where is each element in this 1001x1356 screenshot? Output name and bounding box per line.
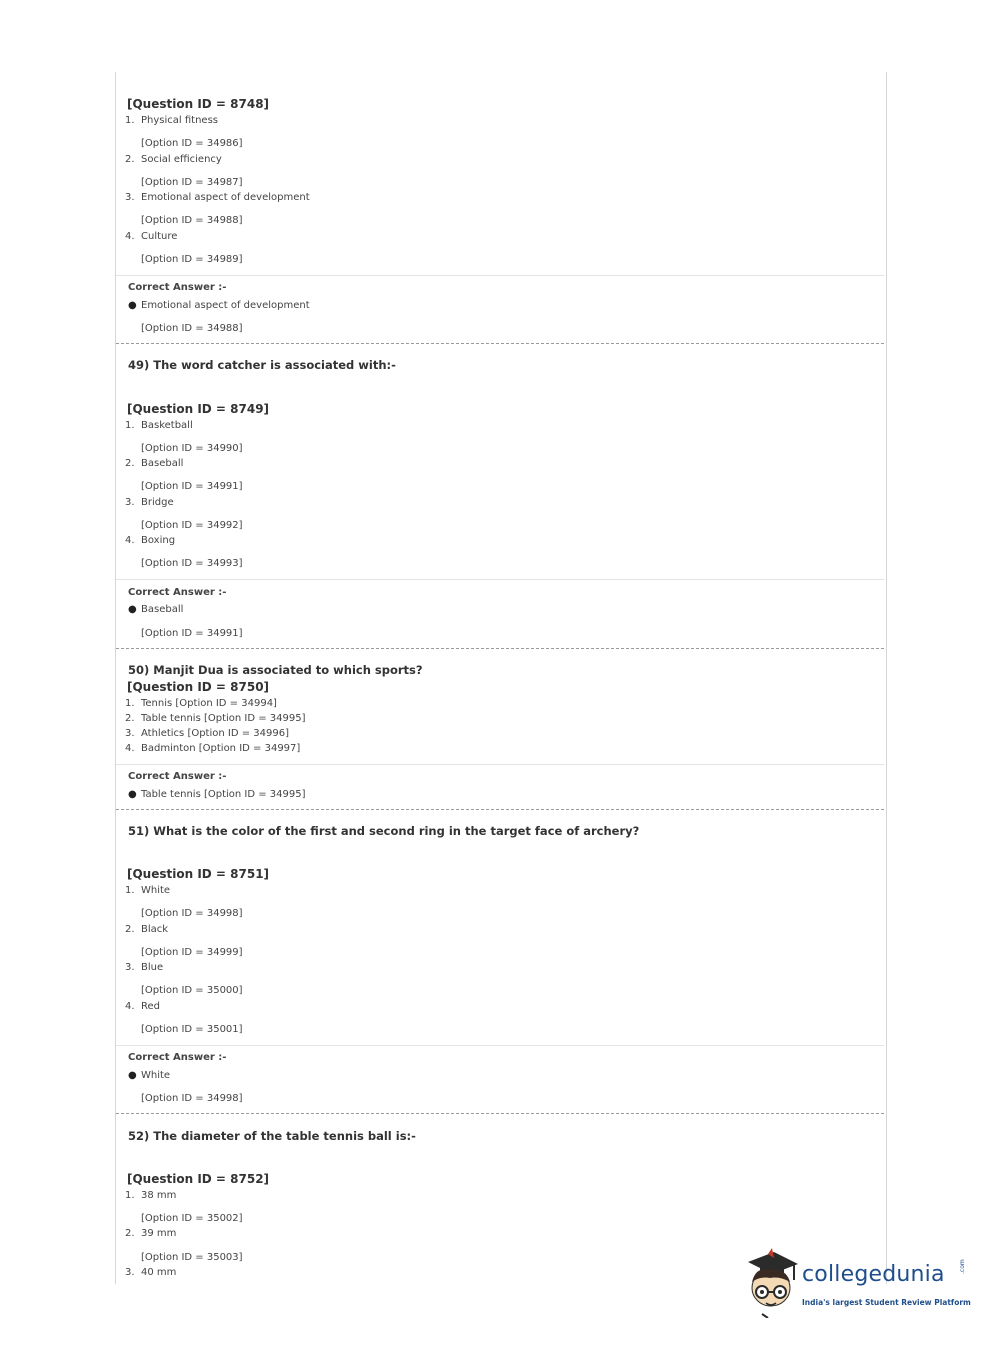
option-text: Baseball: [141, 458, 184, 469]
question-id: [Question ID = 8751]: [127, 867, 270, 881]
question-text: 50) Manjit Dua is associated to which sports?: [128, 663, 423, 677]
correct-answer-label: Correct Answer :-: [128, 771, 227, 782]
correct-option-id: [Option ID = 34988]: [141, 323, 243, 334]
option-number: 3.: [125, 497, 135, 508]
option-text: Social efficiency: [141, 154, 222, 165]
option-text: Black: [141, 924, 169, 935]
option-number: 1.: [125, 885, 135, 896]
bullet-icon: ●: [128, 789, 137, 800]
question-separator: [116, 809, 884, 810]
correct-answer-text: Baseball: [141, 604, 184, 615]
question-id: [Question ID = 8748]: [127, 97, 270, 111]
correct-answer-text: Emotional aspect of development: [141, 300, 310, 311]
option-id: [Option ID = 34986]: [141, 138, 243, 149]
option-number: 1.: [125, 420, 135, 431]
option-id: [Option ID = 34992]: [141, 520, 243, 531]
correct-answer-text: Table tennis [Option ID = 34995]: [141, 789, 306, 800]
option-id: [Option ID = 35003]: [141, 1252, 243, 1263]
question-separator: [116, 648, 884, 649]
option-number: 3.: [125, 728, 135, 739]
option-number: 2.: [125, 458, 135, 469]
option-id: [Option ID = 34993]: [141, 558, 243, 569]
option-number: 4.: [125, 231, 135, 242]
option-text: Basketball: [141, 420, 193, 431]
option-text: Tennis [Option ID = 34994]: [141, 698, 277, 709]
option-text: Bridge: [141, 497, 174, 508]
question-id: [Question ID = 8749]: [127, 402, 270, 416]
option-number: 4.: [125, 535, 135, 546]
option-number: 2.: [125, 1228, 135, 1239]
correct-answer-label: Correct Answer :-: [128, 1052, 227, 1063]
correct-option-id: [Option ID = 34991]: [141, 628, 243, 639]
option-number: 4.: [125, 743, 135, 754]
option-text: Badminton [Option ID = 34997]: [141, 743, 301, 754]
correct-answer-text: White: [141, 1070, 171, 1081]
section-divider: [116, 275, 884, 276]
question-separator: [116, 1113, 884, 1114]
option-number: 3.: [125, 1267, 135, 1278]
option-text: Athletics [Option ID = 34996]: [141, 728, 289, 739]
option-number: 4.: [125, 1001, 135, 1012]
question-id: [Question ID = 8752]: [127, 1172, 270, 1186]
question-id: [Question ID = 8750]: [127, 680, 270, 694]
question-separator: [116, 343, 884, 344]
mascot-logo-icon: [740, 1248, 802, 1318]
option-text: White: [141, 885, 171, 896]
correct-answer-label: Correct Answer :-: [128, 282, 227, 293]
option-text: Emotional aspect of development: [141, 192, 310, 203]
bullet-icon: ●: [128, 300, 137, 311]
correct-option-id: [Option ID = 34998]: [141, 1093, 243, 1104]
option-number: 3.: [125, 962, 135, 973]
option-id: [Option ID = 34989]: [141, 254, 243, 265]
question-text: 49) The word catcher is associated with:-: [128, 358, 396, 372]
question-text: 51) What is the color of the first and second ring in the target face of archery?: [128, 824, 640, 838]
option-number: 1.: [125, 115, 135, 126]
option-id: [Option ID = 34988]: [141, 215, 243, 226]
brand-name: collegedunia: [802, 1262, 945, 1287]
section-divider: [116, 1045, 884, 1046]
option-id: [Option ID = 34998]: [141, 908, 243, 919]
option-id: [Option ID = 35002]: [141, 1213, 243, 1224]
bullet-icon: ●: [128, 1070, 137, 1081]
option-text: Red: [141, 1001, 160, 1012]
option-number: 1.: [125, 1190, 135, 1201]
option-text: Blue: [141, 962, 164, 973]
option-number: 3.: [125, 192, 135, 203]
option-text: 39 mm: [141, 1228, 177, 1239]
option-id: [Option ID = 34987]: [141, 177, 243, 188]
option-text: Table tennis [Option ID = 34995]: [141, 713, 306, 724]
option-text: 38 mm: [141, 1190, 177, 1201]
option-text: Culture: [141, 231, 178, 242]
section-divider: [116, 764, 884, 765]
brand-tagline: India's largest Student Review Platform: [802, 1298, 971, 1307]
option-number: 2.: [125, 924, 135, 935]
option-number: 2.: [125, 713, 135, 724]
question-text: 52) The diameter of the table tennis ball is:-: [128, 1129, 416, 1143]
section-divider: [116, 579, 884, 580]
option-text: Physical fitness: [141, 115, 218, 126]
option-id: [Option ID = 35001]: [141, 1024, 243, 1035]
option-text: Boxing: [141, 535, 176, 546]
brand-suffix: .com: [959, 1259, 966, 1274]
option-id: [Option ID = 34991]: [141, 481, 243, 492]
bullet-icon: ●: [128, 604, 137, 615]
option-number: 1.: [125, 698, 135, 709]
option-id: [Option ID = 34990]: [141, 443, 243, 454]
option-text: 40 mm: [141, 1267, 177, 1278]
correct-answer-label: Correct Answer :-: [128, 587, 227, 598]
option-id: [Option ID = 34999]: [141, 947, 243, 958]
option-id: [Option ID = 35000]: [141, 985, 243, 996]
option-number: 2.: [125, 154, 135, 165]
